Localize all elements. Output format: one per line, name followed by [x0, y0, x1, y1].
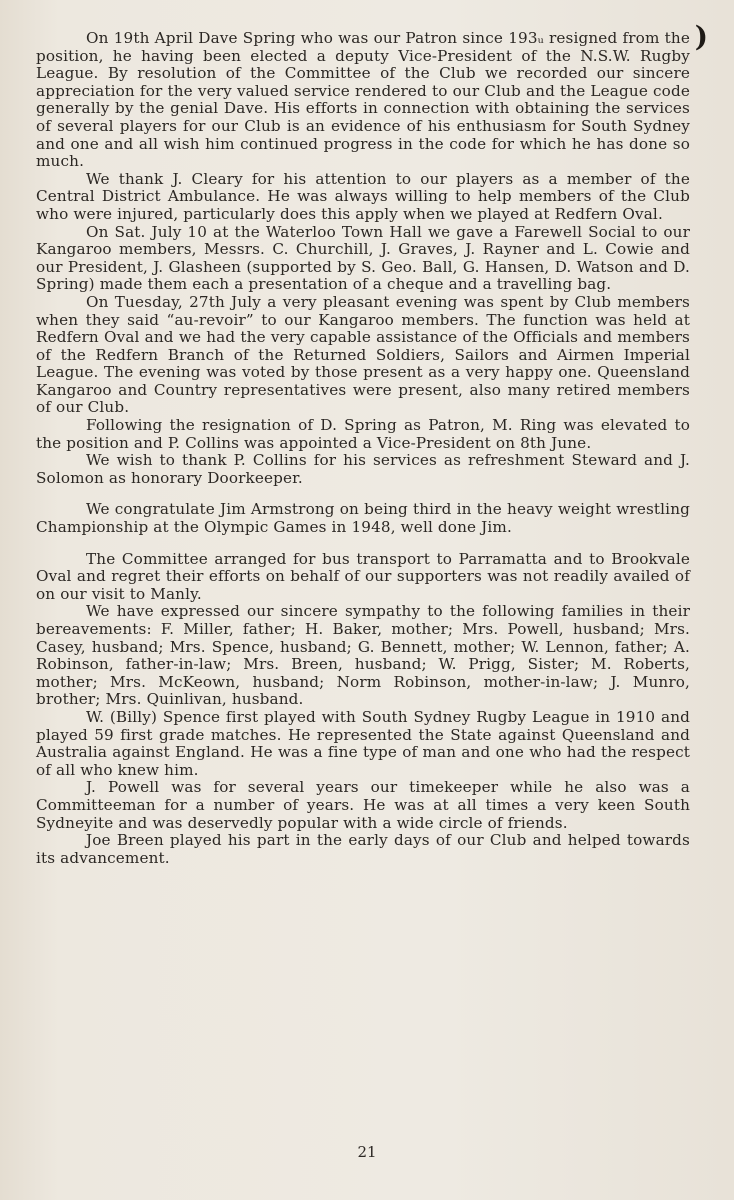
- paragraph-billy-spence: W. (Billy) Spence first played with South Sydney Rugby League in 1910 and played 59 first grade matches. He represented the State against Queensland and Australia against England. He was a fine type of man and one who had the respect of all who knew him.: [36, 707, 690, 779]
- page-number: 21: [357, 1143, 377, 1161]
- paragraph-armstrong-olympics: We congratulate Jim Armstrong on being third in the heavy weight wrestling Championship at the Olympic Games in 1948, well done Jim.: [36, 500, 690, 537]
- paragraph-patron-resignation: On 19th April Dave Spring who was our Patron since 193ᵤ resigned from the position, he having been elected a deputy Vice-President of the N.S.W. Rugby League. By resolution of the Committee of the Club we recorded our sincere appreciation for the very valued service rendered to our Club and the League code generally by the genial Dave. His efforts in connection with obtaining the services of several players for our Club is an evidence of his enthusiasm for South Sydney and one and all wish him continued progress in the code for which he has done so much.: [36, 29, 690, 171]
- paragraph-au-revoir-evening: On Tuesday, 27th July a very pleasant evening was spent by Club members when they said “au-revoir” to our Kangaroo members. The function was held at Redfern Oval and we had the very capable assistance of the Officials and members of the Redfern Branch of the Returned Soldiers, Sailors and Airmen Imperial League. The evening was voted by those present as a very happy one. Queensland Kangaroo and Country representatives were present, also many retired members of our Club.: [36, 292, 690, 417]
- body-text: [36, 30, 690, 867]
- margin-mark: ): [694, 20, 708, 53]
- paragraph-j-powell: J. Powell was for several years our timekeeper while he also was a Committeeman for a number of years. He was at all times a very keen South Sydneyite and was deservedly popular with a wide circle of friends.: [36, 778, 690, 832]
- paragraph-bus-transport: The Committee arranged for bus transport to Parramatta and to Brookvale Oval and regret their efforts on behalf of our supporters was not readily availed of on our visit to Manly.: [36, 549, 690, 603]
- paragraph-bereavements: We have expressed our sincere sympathy to the following families in their bereavements: F. Miller, father; H. Baker, mother; Mrs. Powell, husband; Mrs. Casey, husband; Mrs. Spence, husband; G. Bennett, mother; W. Lennon, father; A. Robinson, father-in-law; Mrs. Breen, husband; W. Prigg, Sister; M. Roberts, mother; Mrs. McKeown, husband; Norm Robinson, mother-in-law; J. Munro, brother; Mrs. Quinlivan, husband.: [36, 602, 690, 709]
- paragraph-ring-elevated: Following the resignation of D. Spring as Patron, M. Ring was elevated to the position and P. Collins was appointed a Vice-President on 8th June.: [36, 416, 690, 452]
- paragraph-cleary-ambulance: We thank J. Cleary for his attention to our players as a member of the Central District Ambulance. He was always willing to help members of the Club who were injured, particularly does this apply when we played at Redfern Oval.: [36, 169, 690, 223]
- paragraph-joe-breen: Joe Breen played his part in the early days of our Club and helped towards its advancement.: [36, 831, 690, 867]
- paragraph-collins-solomon: We wish to thank P. Collins for his services as refreshment Steward and J. Solomon as honorary Doorkeeper.: [36, 451, 690, 487]
- paragraph-farewell-social: On Sat. July 10 at the Waterloo Town Hall we gave a Farewell Social to our Kangaroo members, Messrs. C. Churchill, J. Graves, J. Rayner and L. Cowie and our President, J. Glasheen (supported by S. Geo. Ball, G. Hansen, D. Watson and D. Spring) made them each a presentation of a cheque and a travelling bag.: [36, 222, 690, 294]
